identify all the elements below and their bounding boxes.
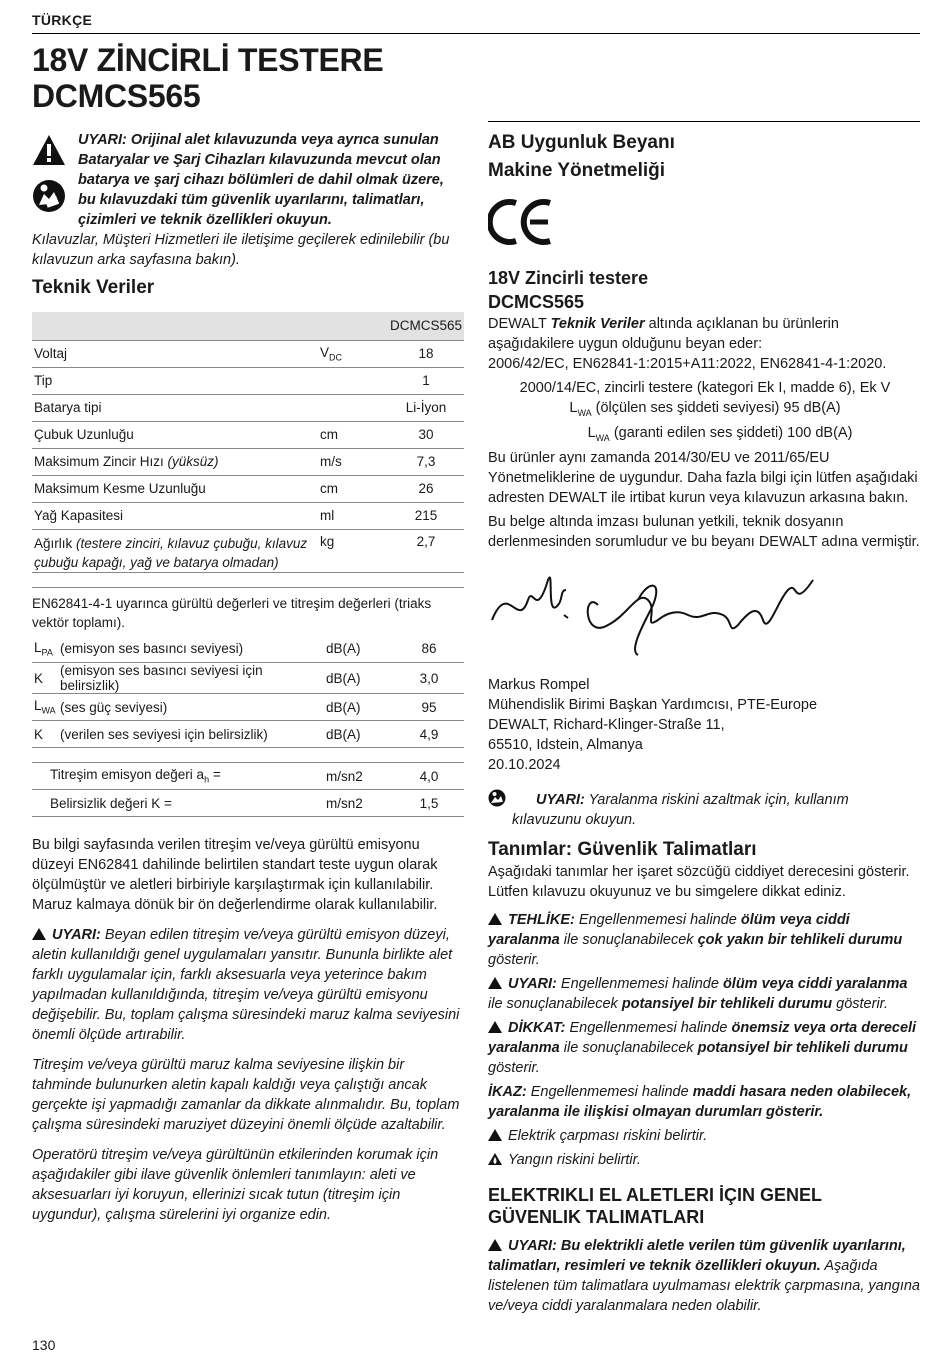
signer-date: 20.10.2024 (488, 756, 561, 773)
def-electric: Elektrik çarpması riskini belirtir. (488, 1126, 922, 1146)
table-row: Çubuk Uzunluğu cm 30 (32, 421, 464, 448)
table-row: Belirsizlik değeri K = m/sn2 1,5 (32, 790, 464, 817)
def-warning: UYARI: Engellenmemesi halinde ölüm veya ciddi yaralanma ile sonuçlanabilecek potansiyel bir tehlikeli durumu gösterir. (488, 975, 908, 1012)
noise-table (32, 636, 464, 749)
warning-icon (488, 1239, 502, 1251)
table-row: Voltaj $V_{DC}$ 18 (32, 340, 464, 367)
power-tools-warning: UYARI: Bu elektrikli aletle verilen tüm güvenlik uyarılarını, talimatları, resimleri ve teknik özellikleri okuyun. Aşağıda listelenen tüm talimatlara uyulmaması elektrik çarpmasına, yangına ve/veya ciddi yaralanmalara neden olabilir. (488, 1237, 920, 1314)
declaration-directive: 2000/14/EC, zincirli testere (kategori Ek I, madde 6), Ek V (519, 380, 891, 396)
def-fire: Yangın riskini belirtir. (488, 1150, 922, 1170)
page-number: 130 (32, 1337, 56, 1353)
lwa-guaranteed: $L_{WA}$ (garanti edilen ses şiddeti) 100 dB(A) (587, 424, 853, 443)
read-manual-warning: UYARI: Yaralanma riskini azaltmak için, kullanım kılavuzunu okuyun. (488, 789, 922, 830)
product-model: DCMCS565 (488, 292, 585, 312)
table-row: Yağ Kapasitesi ml 215 (32, 502, 464, 529)
ce-mark-icon (488, 197, 558, 247)
page-title (32, 42, 383, 114)
top-rule (32, 33, 920, 34)
table-row: Titreşim emisyon değeri $a_h$ = m/sn2 4,0 (32, 763, 464, 790)
definitions-intro: Aşağıdaki tanımlar her işaret sözcüğü ciddiyet derecesini gösterir. Lütfen kılavuzu okuyunuz ve bu simgelere dikkat ediniz. (488, 863, 910, 900)
intro-warning (32, 130, 464, 230)
declaration-heading: AB Uygunluk Beyanı (488, 132, 675, 153)
lwa-measured: $L_{WA}$ (ölçülen ses şiddeti seviyesi) 95 dB(A) (569, 400, 841, 418)
warning-triangle-icon (32, 134, 66, 166)
left-column (32, 130, 464, 1225)
vibration-warning: UYARI: Beyan edilen titreşim ve/veya gürültü emisyon düzeyi, aletin kullanıldığı genel uygulamaları yansıtır. Bununla birlikte alet farklı uygulamalar için, farklı aksesuarla veya yeterince bakım yapılmadan kullanıldığında, titreşim ve/veya gürültü emisyonu değişebilir. Bu, toplam çalışma süresindeki maruz kalma seviyesini önemli ölçüde artırabilir. (32, 927, 460, 1043)
electric-shock-icon (488, 1129, 502, 1141)
info-paragraph: Bu bilgi sayfasında verilen titreşim ve/veya gürültü emisyonu düzeyi EN62841 dahilinde belirtilen standart teste uygun olarak ölçülmüştür ve aletleri birbiriyle karşılaştırmak için kullanılabilir. Maruz kalmaya dönük bir ön değerlendirme olarak kullanılabilir. (32, 837, 438, 913)
signer-name: Markus Rompel (488, 676, 590, 693)
signer-address-1: DEWALT, Richard-Klinger-Straße 11, (488, 716, 725, 733)
product-name: 18V Zincirli testere (488, 268, 649, 288)
intro-warning-tail: Kılavuzlar, Müşteri Hizmetleri ile iletişime geçilerek edinilebilir (bu kılavuzun arka sayfasına bakın). (32, 232, 450, 268)
table-row: Tip 1 (32, 367, 464, 394)
def-danger: TEHLİKE: Engellenmemesi halinde ölüm veya ciddi yaralanma ile sonuçlanabilecek çok yakın bir tehlikeli durumu gösterir. (488, 911, 903, 968)
declaration-subheading: Makine Yönetmeliği (488, 160, 666, 181)
tech-data-heading: Teknik Veriler (32, 277, 155, 298)
table-row: K (emisyon ses basıncı seviyesi için belirsizlik) dB(A) 3,0 (32, 663, 464, 694)
declaration-signer-text: Bu belge altında imzası bulunan yetkili, teknik dosyanın derlenmesinden sorumludur ve bu beyanı DEWALT adına vermiştir. (488, 513, 920, 550)
signer-title: Mühendislik Birimi Başkan Yardımcısı, PTE-Europe (488, 696, 818, 713)
table-row: Maksimum Zincir Hızı (yüksüz) m/s 7,3 (32, 448, 464, 475)
table-row: K (verilen ses seviyesi için belirsizlik) dB(A) 4,9 (32, 721, 464, 748)
read-manual-icon (488, 789, 506, 807)
operator-paragraph: Operatörü titreşim ve/veya gürültünün etkilerinden korumak için aşağıdakiler gibi ilave güvenlik önlemleri tanımlayın: aleti ve aksesuarları iyi koruyun, ellerinizi sıcak tutun (titreşim için uygundur), çalışma sürelerini iyi organize edin. (32, 1147, 439, 1223)
warning-icon (488, 913, 502, 925)
signer-address-2: 65510, Idstein, Almanya (488, 736, 643, 753)
warning-icon (488, 1021, 502, 1033)
definitions-heading: Tanımlar: Güvenlik Talimatları (488, 838, 757, 860)
spec-table (32, 312, 464, 573)
read-manual-icon (32, 179, 66, 213)
vibration-table (32, 762, 464, 817)
noise-intro: EN62841-4-1 uyarınca gürültü değerleri ve titreşim değerleri (triaks vektör toplamı). (32, 587, 464, 632)
language-label: TÜRKÇE (32, 12, 93, 28)
power-tools-heading: ELEKTRIKLI EL ALETLERI İÇIN GENEL GÜVENLIK TALIMATLARI (488, 1184, 823, 1227)
table-row: Batarya tipi Li-İyon (32, 394, 464, 421)
declaration-standards: 2006/42/EC, EN62841-1:2015+A11:2022, EN62841-4-1:2020. (488, 356, 887, 372)
title-line-2: DCMCS565 (32, 78, 201, 114)
warning-icon (488, 977, 502, 989)
def-caution: DİKKAT: Engellenmemesi halinde önemsiz veya orta dereceli yaralanma ile sonuçlanabilecek potansiyel bir tehlikeli durumu gösterir. (488, 1019, 917, 1076)
warning-icon (32, 928, 46, 940)
title-line-1: 18V ZİNCİRLİ TESTERE (32, 42, 384, 78)
fire-icon (488, 1153, 502, 1165)
table-row: Ağırlık (testere zinciri, kılavuz çubuğu, kılavuz çubuğu kapağı, yağ ve batarya olmadan) kg 2,7 (32, 529, 464, 572)
signature-image (488, 560, 818, 660)
estimate-paragraph: Titreşim ve/veya gürültü maruz kalma seviyesine ilişkin bir tahminde bulunurken aletin kapalı kaldığı veya çalıştığı ancak gerçekte işi yapmadığı zamanlar da dikkate alınmalıdır. Bu, toplam çalışma süresindeki maruziyet düzeyini önemli ölçüde azaltabilir. (32, 1057, 460, 1133)
spec-model-header: DCMCS565 (388, 312, 464, 340)
table-row: $L_{PA}$ (emisyon ses basıncı seviyesi) dB(A) 86 (32, 636, 464, 663)
declaration-also: Bu ürünler aynı zamanda 2014/30/EU ve 2011/65/EU Yönetmeliklerine de uygundur. Daha fazla bilgi için lütfen aşağıdaki adresten DEWALT ile irtibat kurun veya kılavuzun arkasına bakın. (488, 449, 918, 506)
right-column (488, 117, 922, 1316)
declaration-text: DEWALT Teknik Veriler altında açıklanan bu ürünlerin aşağıdakilere uygun olduğunu beyan eder: (488, 316, 839, 352)
intro-warning-bold: UYARI: Orijinal alet kılavuzunda veya ayrıca sunulan Bataryalar ve Şarj Cihazları kılavuzunda mevcut olan batarya ve şarj cihazı bölümleri de dahil olmak üzere, bu kılavuzdaki tüm güvenlik uyarılarını, talimatları, çizimleri ve teknik özellikleri okuyun. (78, 132, 444, 228)
def-notice: İKAZ: Engellenmemesi halinde maddi hasara neden olabilecek, yaralanma ile ilişkisi olmayan durumları gösterir. (488, 1083, 912, 1120)
table-row: Maksimum Kesme Uzunluğu cm 26 (32, 475, 464, 502)
table-row: $L_{WA}$ (ses güç seviyesi) dB(A) 95 (32, 694, 464, 721)
